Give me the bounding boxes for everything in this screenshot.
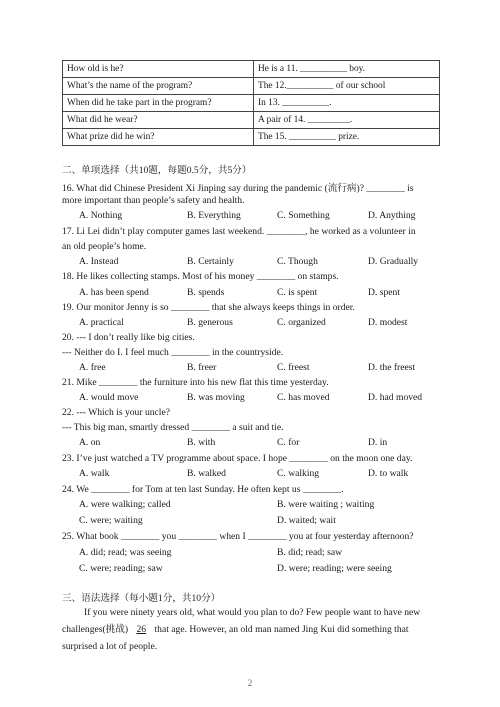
option-c: C. Something [277,210,330,221]
option-c: C. freest [277,362,310,373]
table-question: What’s the name of the program? [63,78,254,95]
table-row [63,112,440,129]
option-b: B. generous [187,317,233,328]
option-b: B. freer [187,362,217,373]
option-a: A. did; read; was seeing [79,547,172,558]
option-a: A. walk [79,468,110,479]
question-25-options-row1 [79,547,439,561]
option-a: A. would move [79,392,139,403]
table-row [63,78,440,95]
option-c: C. Though [277,256,318,267]
question-18-options [79,287,439,301]
table-question: When did he take part in the program? [63,95,254,112]
question-21-options [79,392,439,406]
table-answer: The 12.__________ of our school [254,78,440,95]
table-question: What did he wear? [63,112,254,129]
question-22-text-cont: --- This big man, smartly dressed ________ a suit and tie. [62,422,284,433]
option-c: C. were; reading; saw [79,563,163,574]
option-c: C. has moved [277,392,330,403]
question-25-options-row2 [79,563,439,577]
table-row [63,95,440,112]
section-2-title: 二、单项选择（共10题，每题0.5分，共5分） [62,165,252,176]
option-d: D. spent [368,287,400,298]
question-16-text: 16. What did Chinese President Xi Jinping say during the pandemic (流行病)? ________ is [62,183,414,194]
question-19-options [79,317,439,331]
table-row [63,61,440,78]
table-answer: In 13. __________. [254,95,440,112]
option-c: C. were; waiting [79,515,143,526]
option-d: D. Gradually [368,256,419,267]
question-18-text: 18. He likes collecting stamps. Most of his money ________ on stamps. [62,271,339,282]
table-answer: The 15. __________ prize. [254,129,440,146]
option-a: A. practical [79,317,124,328]
question-24-options-row1 [79,499,439,513]
passage-line-3: surprised a lot of people. [62,641,158,652]
option-c: C. is spent [277,287,318,298]
option-b: B. with [187,437,216,448]
question-24-options-row2 [79,515,439,529]
section-3-title: 三、语法选择（每小题1分，共10分） [62,593,221,604]
info-table [62,60,440,146]
question-24-text: 24. We ________ for Tom at ten last Sunday. He often kept us ________. [62,484,344,495]
question-23-text: 23. I’ve just watched a TV programme about space. I hope ________ on the moon one day. [62,453,413,464]
option-c: C. for [277,437,300,448]
question-19-text: 19. Our monitor Jenny is so ________ that she always keeps things in order. [62,302,355,313]
question-22-options [79,437,439,451]
table-answer: A pair of 14. _________. [254,112,440,129]
option-a: A. has been spend [79,287,149,298]
option-d: D. to walk [368,468,409,479]
option-d: D. modest [368,317,408,328]
option-b: B. Certainly [187,256,234,267]
option-c: C. walking [277,468,320,479]
question-16-text-cont: more important than people’s safety and health. [62,195,245,206]
option-b: B. Everything [187,210,241,221]
table-question: How old is he? [63,61,254,78]
option-d: D. in [368,437,388,448]
question-21-text: 21. Mike ________ the furniture into his new flat this time yesterday. [62,377,329,388]
option-d: D. were; reading; were seeing [277,563,392,574]
option-b: B. did; read; saw [277,547,343,558]
option-b: B. walked [187,468,226,479]
question-22-text: 22. --- Which is your uncle? [62,407,170,418]
question-17-text-cont: an old people’s home. [62,241,147,252]
question-17-text: 17. Li Lei didn’t play computer games last weekend. ________, he worked as a volunteer in [62,226,416,237]
option-a: A. on [79,437,101,448]
page-number: 2 [247,678,253,688]
table-row [63,129,440,146]
option-a: A. were walking; called [79,499,171,510]
option-d: D. Anything [368,210,416,221]
passage-text: challenges(挑战) [62,624,129,635]
option-d: D. had moved [368,392,423,403]
option-d: D. the freest [368,362,416,373]
option-a: A. free [79,362,106,373]
blank-26: 26 [136,624,147,635]
passage-line-2 [62,621,442,638]
question-23-options [79,468,439,482]
option-b: B. were waiting ; waiting [277,499,375,510]
option-b: B. was moving [187,392,245,403]
table-question: What prize did he win? [63,129,254,146]
passage-text: that age. However, an old man named Jing Kui did something that [154,624,409,635]
option-c: C. organized [277,317,326,328]
question-20-text-cont: --- Neither do I. I feel much ________ in the countryside. [62,347,284,358]
question-25-text: 25. What book ________ you ________ when I ________ you at four yesterday afternoon? [62,531,414,542]
option-a: A. Instead [79,256,119,267]
option-a: A. Nothing [79,210,123,221]
table-answer: He is a 11. __________ boy. [254,61,440,78]
question-20-text: 20. --- I don’t really like big cities. [62,332,195,343]
question-17-options [79,256,439,270]
question-16-options [79,210,439,224]
passage [62,604,442,655]
option-d: D. waited; wait [277,515,336,526]
passage-line-1: If you were ninety years old, what would you plan to do? Few people want to have new [84,607,421,618]
option-b: B. spends [187,287,225,298]
question-20-options [79,362,439,376]
